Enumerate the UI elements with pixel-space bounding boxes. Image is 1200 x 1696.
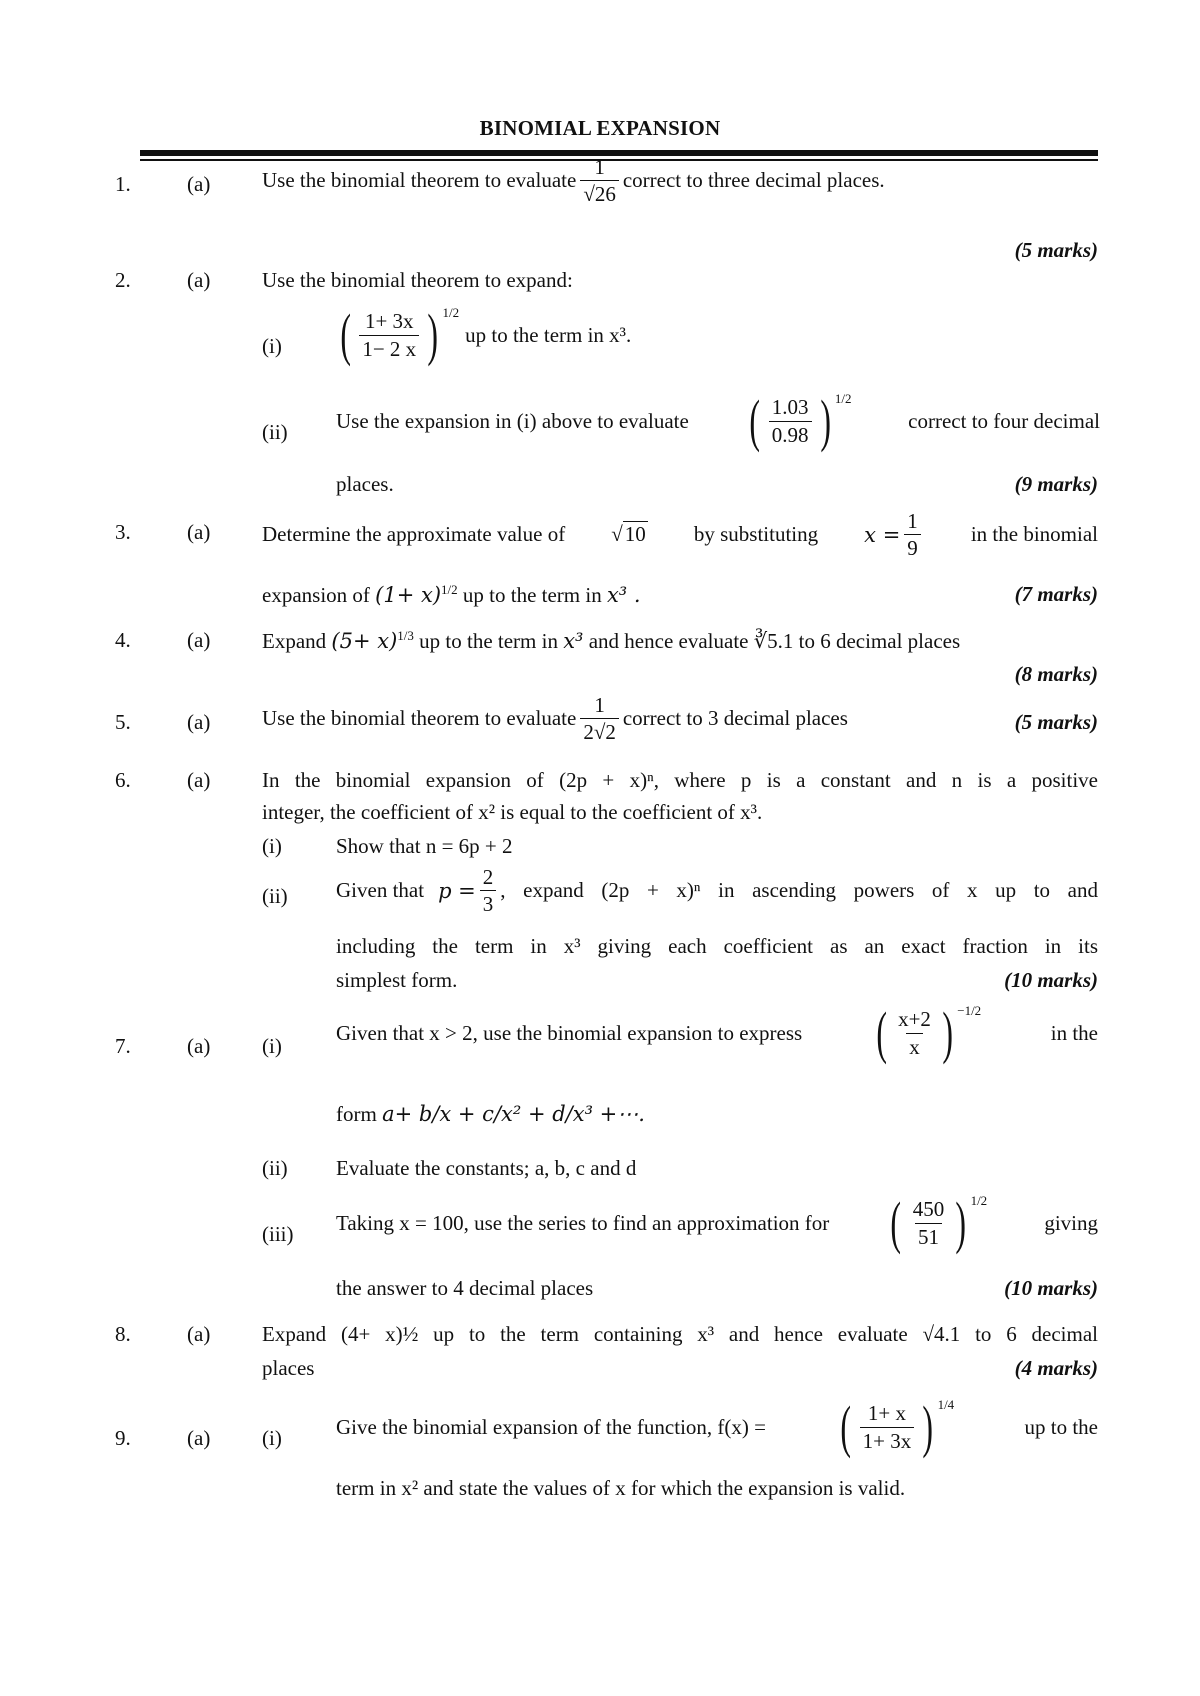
question-part: (a) (187, 172, 211, 196)
q4-text: Expand $(5+ x)^{1/3}$ up to the term in x³ and hence evaluate ∛5.1 to 6 decimal places (262, 628, 961, 653)
question-part: (a) (187, 710, 211, 734)
q2-i-label: (i) (262, 334, 282, 358)
q2-stem: Use the binomial theorem to expand: (262, 268, 573, 292)
question-number: 5. (115, 710, 131, 734)
q8-line1: Expand (4+ x)½ up to the term containing x³ and hence evaluate √4.1 to 6 decimal (262, 1322, 1098, 1346)
q4-marks: (8 marks) (1014, 662, 1098, 686)
q2-ii-continued: places. (336, 472, 394, 496)
q2-i-expression: ( $\frac{1+ 3x}{1- 2 x}$ ) 1/2 up to the term in x³. (340, 302, 632, 367)
q7-iii-line2: the answer to 4 decimal places (336, 1276, 594, 1300)
q6-i-label: (i) (262, 834, 282, 858)
q3-marks: (7 marks) (1014, 582, 1098, 606)
q3-line2: expansion of $(1+ x)^{1/2}$ up to the term in x³ . (262, 582, 641, 607)
q5-marks: (5 marks) (1014, 710, 1098, 734)
page-title: BINOMIAL EXPANSION (479, 116, 721, 140)
q1-text: Use the binomial theorem to evaluate $\frac{1}{√26}$ correct to three decimal places. (262, 155, 885, 207)
question-part: (a) (187, 768, 211, 792)
question-number: 9. (115, 1426, 131, 1450)
q7-ii-label: (ii) (262, 1156, 288, 1180)
q6-line1: In the binomial expansion of (2p + x)ⁿ, where p is a constant and n is a positive (262, 768, 1098, 792)
question-number: 6. (115, 768, 131, 792)
q6-line2: integer, the coefficient of x² is equal to the coefficient of x³. (262, 800, 763, 824)
question-part: (a) (187, 1322, 211, 1346)
q7-i-label: (i) (262, 1034, 282, 1058)
q7-i-line1: Given that x > 2, use the binomial expansion to express ( $\frac{x+2}{x}$ ) −1/2 in the (336, 1000, 1098, 1065)
question-part: (a) (187, 268, 211, 292)
question-part: (a) (187, 1426, 211, 1450)
q7-iii-line1: Taking x = 100, use the series to find an approximation for ( $\frac{450}{51}$ ) 1/2 giving (336, 1190, 1098, 1255)
question-part: (a) (187, 1034, 211, 1058)
q6-marks: (10 marks) (1004, 968, 1098, 992)
q7-iii-label: (iii) (262, 1222, 294, 1246)
q6-ii-label: (ii) (262, 884, 288, 908)
q1-fraction: $\frac{1}{√26}$ (580, 156, 619, 205)
question-number: 4. (115, 628, 131, 652)
q8-line2: places (262, 1356, 315, 1380)
q6-ii-line2: including the term in x³ giving each coefficient as an exact fraction in its (336, 934, 1098, 958)
question-number: 8. (115, 1322, 131, 1346)
q2-marks: (9 marks) (1014, 472, 1098, 496)
q3-line1: Determine the approximate value of √10 by substituting x = $\frac{1}{9}$ in the binomial (262, 509, 1098, 561)
q9-line2: term in x² and state the values of x for which the expansion is valid. (336, 1476, 906, 1500)
q9-i-line1: Give the binomial expansion of the function, f(x) = ( $\frac{1+ x}{1+ 3x}$ ) 1/4 up to the (336, 1394, 1098, 1459)
question-part: (a) (187, 520, 211, 544)
question-number: 3. (115, 520, 131, 544)
question-number: 7. (115, 1034, 131, 1058)
q7-ii-text: Evaluate the constants; a, b, c and d (336, 1156, 637, 1180)
q7-marks: (10 marks) (1004, 1276, 1098, 1300)
question-part: (a) (187, 628, 211, 652)
q6-i-text: Show that n = 6p + 2 (336, 834, 513, 858)
q6-ii-line3: simplest form. (336, 968, 458, 992)
question-number: 1. (115, 172, 131, 196)
q2-ii-label: (ii) (262, 420, 288, 444)
q5-text: Use the binomial theorem to evaluate $\frac{1}{2√2}$ correct to 3 decimal places (262, 693, 848, 745)
q8-marks: (4 marks) (1014, 1356, 1098, 1380)
q6-ii-line1: Given that p = $\frac{2}{3}$ , expand (2p + x)ⁿ in ascending powers of x up to and (336, 865, 1098, 917)
q2-ii-text: Use the expansion in (i) above to evaluate ( $\frac{1.03}{0.98}$ ) 1/2 correct to four decimal (336, 388, 1100, 453)
q1-marks: (5 marks) (1014, 238, 1098, 262)
q9-i-label: (i) (262, 1426, 282, 1450)
q7-form-line: form a+ b/x + c/x² + d/x³ +⋯. (336, 1102, 645, 1126)
question-number: 2. (115, 268, 131, 292)
